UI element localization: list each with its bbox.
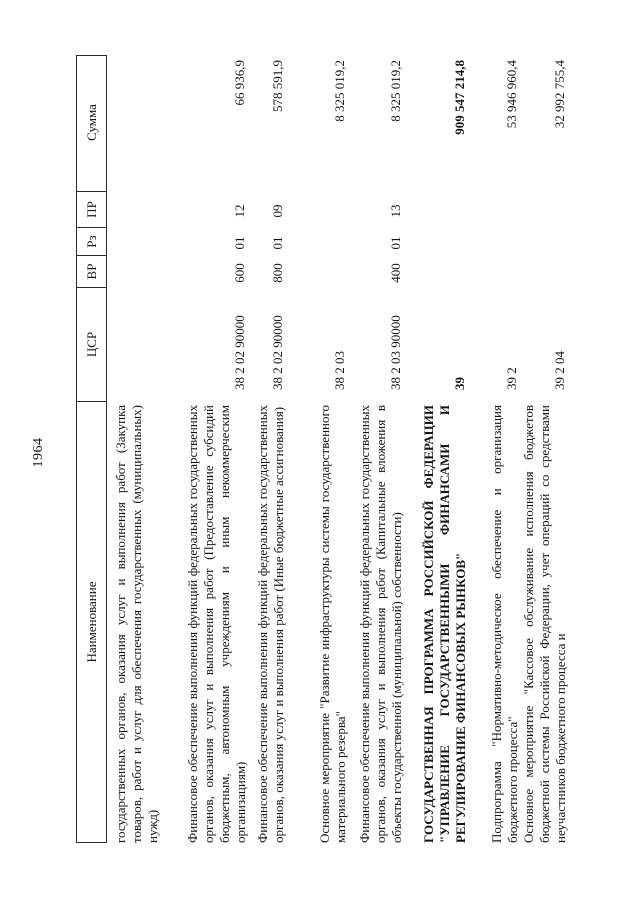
table-row [255,55,287,843]
sum-cell: 53 946 960,4 [504,60,519,129]
vr-cell [489,257,521,289]
pr-cell [421,193,469,229]
name-cell: Финансовое обеспечение выполнения функций федеральных государственных органов, оказания услуг и выполнения работ (Иные бюджетные ассигнования) [255,405,286,843]
csr-cell: 39 [452,377,467,390]
column-header-name: Наименование [83,581,99,663]
budget-table [76,55,569,843]
rz-cell: 01 [232,236,247,250]
pr-cell: 12 [232,204,247,218]
vr-cell [521,257,569,289]
sum-cell: 8 325 019,2 [388,60,403,122]
column-header-vr: ВР [77,256,106,288]
name-cell: Основное мероприятие "Развитие инфраструктуры системы государственного материального резерва" [317,405,348,843]
csr-cell: 38 2 02 90000 [270,315,285,390]
column-header-pr: ПР [77,192,106,228]
table-row [113,55,161,843]
name-cell: государственных органов, оказания услуг и выполнения работ (Закупка товаров, работ и услуг для обеспечения государственных (муниципальных) нужд) [113,405,160,843]
table-row [489,55,521,843]
table-row [185,55,249,843]
rz-cell [317,229,349,257]
table-row [521,55,569,843]
pr-cell [521,193,569,229]
pr-cell [317,193,349,229]
rz-cell [521,229,569,257]
vr-cell: 600 [232,263,247,283]
vr-cell [421,257,469,289]
sum-cell: 8 325 019,2 [332,60,347,122]
sum-cell: 578 591,9 [270,60,285,112]
vr-cell [113,257,161,289]
csr-cell: 38 2 02 90000 [232,315,247,390]
name-cell: Основное мероприятие "Кассовое обслуживание исполнения бюджетов бюджетной системы Российской Федерации, учет операций со средствами неучастников бюджетного процесса и [521,405,568,843]
name-cell: Финансовое обеспечение выполнения функций федеральных государственных органов, оказания услуг и выполнения работ (Капитальные вложения в объекты государственной (муниципальной) собственности) [357,405,404,843]
sum-cell [113,55,161,193]
csr-cell: 39 2 [504,367,519,390]
table-row [317,55,349,843]
table-row-program-total [421,55,469,843]
sum-cell: 909 547 214,8 [452,60,467,135]
pr-cell [489,193,521,229]
csr-cell: 38 2 03 [332,351,347,390]
rz-cell: 01 [270,236,285,250]
rz-cell [113,229,161,257]
name-cell: Подпрограмма "Нормативно-методическое обеспечение и организация бюджетного процесса" [489,405,520,843]
pr-cell [113,193,161,229]
vr-cell: 800 [270,263,285,283]
csr-cell: 39 2 04 [552,351,567,390]
vr-cell [317,257,349,289]
sum-cell: 66 936,9 [232,60,247,106]
column-header-rz: Рз [77,228,106,256]
rz-cell [489,229,521,257]
sum-cell: 32 992 755,4 [552,60,567,129]
pr-cell: 13 [388,204,403,218]
name-cell: ГОСУДАРСТВЕННАЯ ПРОГРАММА РОССИЙСКОЙ ФЕДЕРАЦИИ "УПРАВЛЕНИЕ ГОСУДАРСТВЕННЫМИ ФИНАНСАМИ И РЕГУЛИРОВАНИЕ ФИНАНСОВЫХ РЫНКОВ" [421,405,468,843]
vr-cell: 400 [388,263,403,283]
page-number: 1964 [31,437,46,468]
column-header-csr: ЦСР [77,288,106,402]
csr-cell: 38 2 03 90000 [388,315,403,390]
rz-cell: 01 [388,236,403,250]
table-header-row [76,55,107,843]
rz-cell [421,229,469,257]
csr-cell [113,289,161,403]
table-row [357,55,405,843]
pr-cell: 09 [270,204,285,218]
column-header-sum: Сумма [77,54,106,192]
name-cell: Финансовое обеспечение выполнения функций федеральных государственных органов, оказания услуг и выполнения работ (Предоставление субсидий бюджетным, автономным учреждениям и иным некоммерческим организациям) [185,405,248,843]
